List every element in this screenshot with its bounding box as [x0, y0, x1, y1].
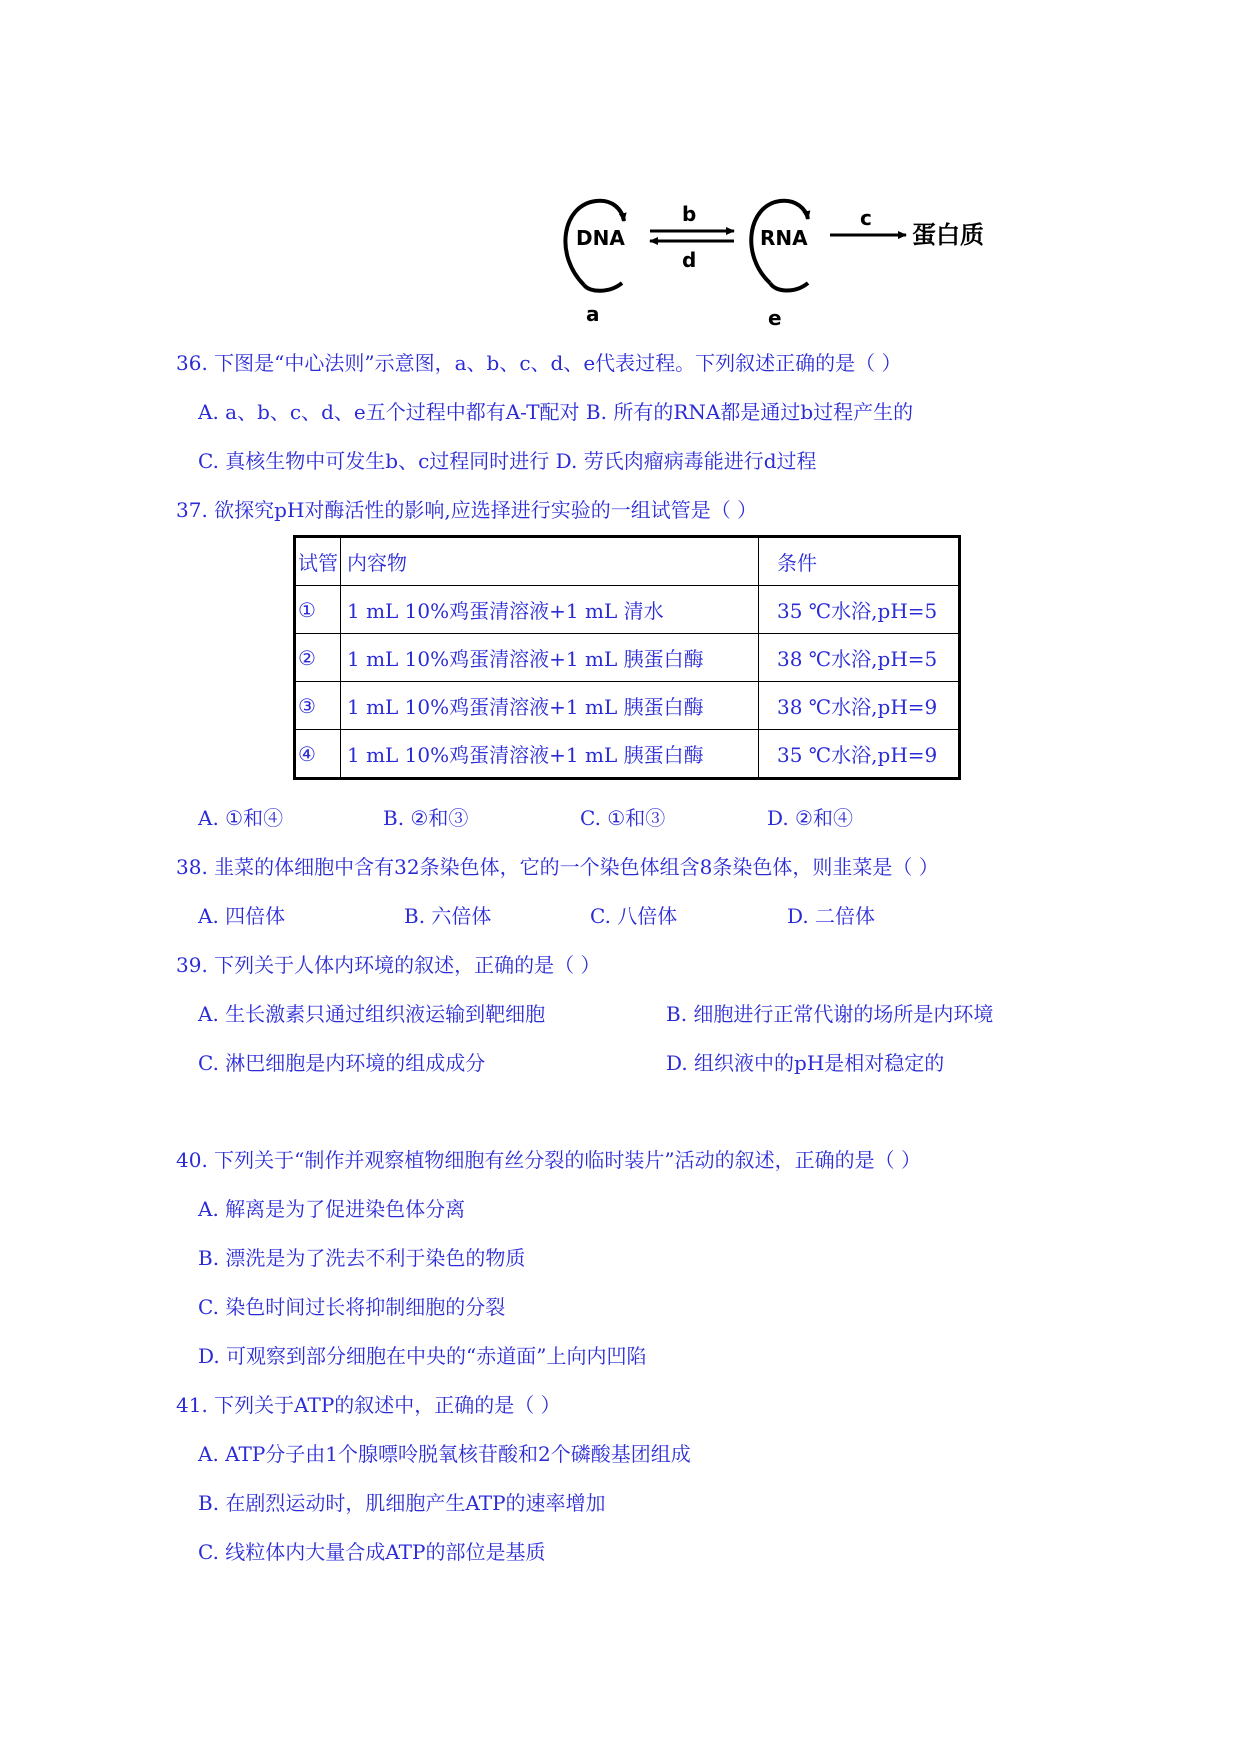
table-row: [295, 634, 960, 682]
label-c: c: [860, 206, 872, 230]
q40-option-c: C. 染色时间过长将抑制细胞的分裂: [198, 1295, 506, 1319]
q39-option-b: B. 细胞进行正常代谢的场所是内环境: [666, 1002, 994, 1026]
header-contents: 内容物: [341, 537, 759, 586]
q41-option-b: B. 在剧烈运动时，肌细胞产生ATP的速率增加: [198, 1491, 606, 1515]
table-row: [295, 730, 960, 779]
q39-option-d: D. 组织液中的pH是相对稳定的: [666, 1051, 945, 1075]
q38-option-b: B. 六倍体: [404, 904, 492, 928]
dna-label: DNA: [576, 226, 625, 250]
q40-stem: 40. 下列关于“制作并观察植物细胞有丝分裂的临时装片”活动的叙述，正确的是（ ）: [176, 1148, 921, 1172]
q37-option-c: C. ①和③: [580, 806, 666, 830]
experiment-table: [293, 535, 961, 780]
q38-option-c: C. 八倍体: [590, 904, 678, 928]
q38-option-d: D. 二倍体: [787, 904, 876, 928]
cell-contents: 1 mL 10%鸡蛋清溶液+1 mL 清水: [341, 586, 759, 634]
q39-option-c: C. 淋巴细胞是内环境的组成成分: [198, 1051, 486, 1075]
table-row: [295, 586, 960, 634]
cell-tube: ①: [295, 586, 341, 634]
cell-condition: 38 ℃水浴,pH=5: [759, 634, 960, 682]
q36-options-cd: C. 真核生物中可发生b、c过程同时进行 D. 劳氏肉瘤病毒能进行d过程: [198, 449, 817, 473]
q40-option-b: B. 漂洗是为了洗去不利于染色的物质: [198, 1246, 526, 1270]
label-d: d: [682, 248, 697, 272]
cell-tube: ③: [295, 682, 341, 730]
header-condition: 条件: [759, 537, 960, 586]
cell-tube: ②: [295, 634, 341, 682]
q40-option-a: A. 解离是为了促进染色体分离: [198, 1197, 466, 1221]
central-dogma-diagram: [560, 195, 1040, 335]
q38-stem: 38. 韭菜的体细胞中含有32条染色体，它的一个染色体组含8条染色体，则韭菜是（ ）: [176, 855, 939, 879]
q40-option-d: D. 可观察到部分细胞在中央的“赤道面”上向内凹陷: [198, 1344, 647, 1368]
cell-contents: 1 mL 10%鸡蛋清溶液+1 mL 胰蛋白酶: [341, 730, 759, 779]
q38-option-a: A. 四倍体: [198, 904, 286, 928]
cell-condition: 35 ℃水浴,pH=5: [759, 586, 960, 634]
cell-condition: 35 ℃水浴,pH=9: [759, 730, 960, 779]
q37-option-a: A. ①和④: [198, 806, 284, 830]
table-row: [295, 682, 960, 730]
q39-option-a: A. 生长激素只通过组织液运输到靶细胞: [198, 1002, 546, 1026]
cell-contents: 1 mL 10%鸡蛋清溶液+1 mL 胰蛋白酶: [341, 682, 759, 730]
q36-stem: 36. 下图是“中心法则”示意图，a、b、c、d、e代表过程。下列叙述正确的是（ ）: [176, 351, 902, 375]
protein-label: 蛋白质: [912, 221, 984, 249]
q36-options-ab: A. a、b、c、d、e五个过程中都有A-T配对 B. 所有的RNA都是通过b过程产生的: [198, 400, 914, 424]
cell-condition: 38 ℃水浴,pH=9: [759, 682, 960, 730]
q41-option-a: A. ATP分子由1个腺嘌呤脱氧核苷酸和2个磷酸基团组成: [198, 1442, 691, 1466]
label-a: a: [586, 302, 600, 326]
cell-contents: 1 mL 10%鸡蛋清溶液+1 mL 胰蛋白酶: [341, 634, 759, 682]
q41-option-c: C. 线粒体内大量合成ATP的部位是基质: [198, 1540, 546, 1564]
cell-tube: ④: [295, 730, 341, 779]
rna-label: RNA: [760, 226, 808, 250]
label-b: b: [682, 202, 697, 226]
q37-option-b: B. ②和③: [383, 806, 469, 830]
table-header-row: [295, 537, 960, 586]
q37-stem: 37. 欲探究pH对酶活性的影响,应选择进行实验的一组试管是（ ）: [176, 498, 758, 522]
q41-stem: 41. 下列关于ATP的叙述中，正确的是（ ）: [176, 1393, 561, 1417]
q37-option-d: D. ②和④: [767, 806, 853, 830]
header-tube: 试管: [295, 537, 341, 586]
q39-stem: 39. 下列关于人体内环境的叙述，正确的是（ ）: [176, 953, 601, 977]
label-e: e: [768, 306, 782, 330]
